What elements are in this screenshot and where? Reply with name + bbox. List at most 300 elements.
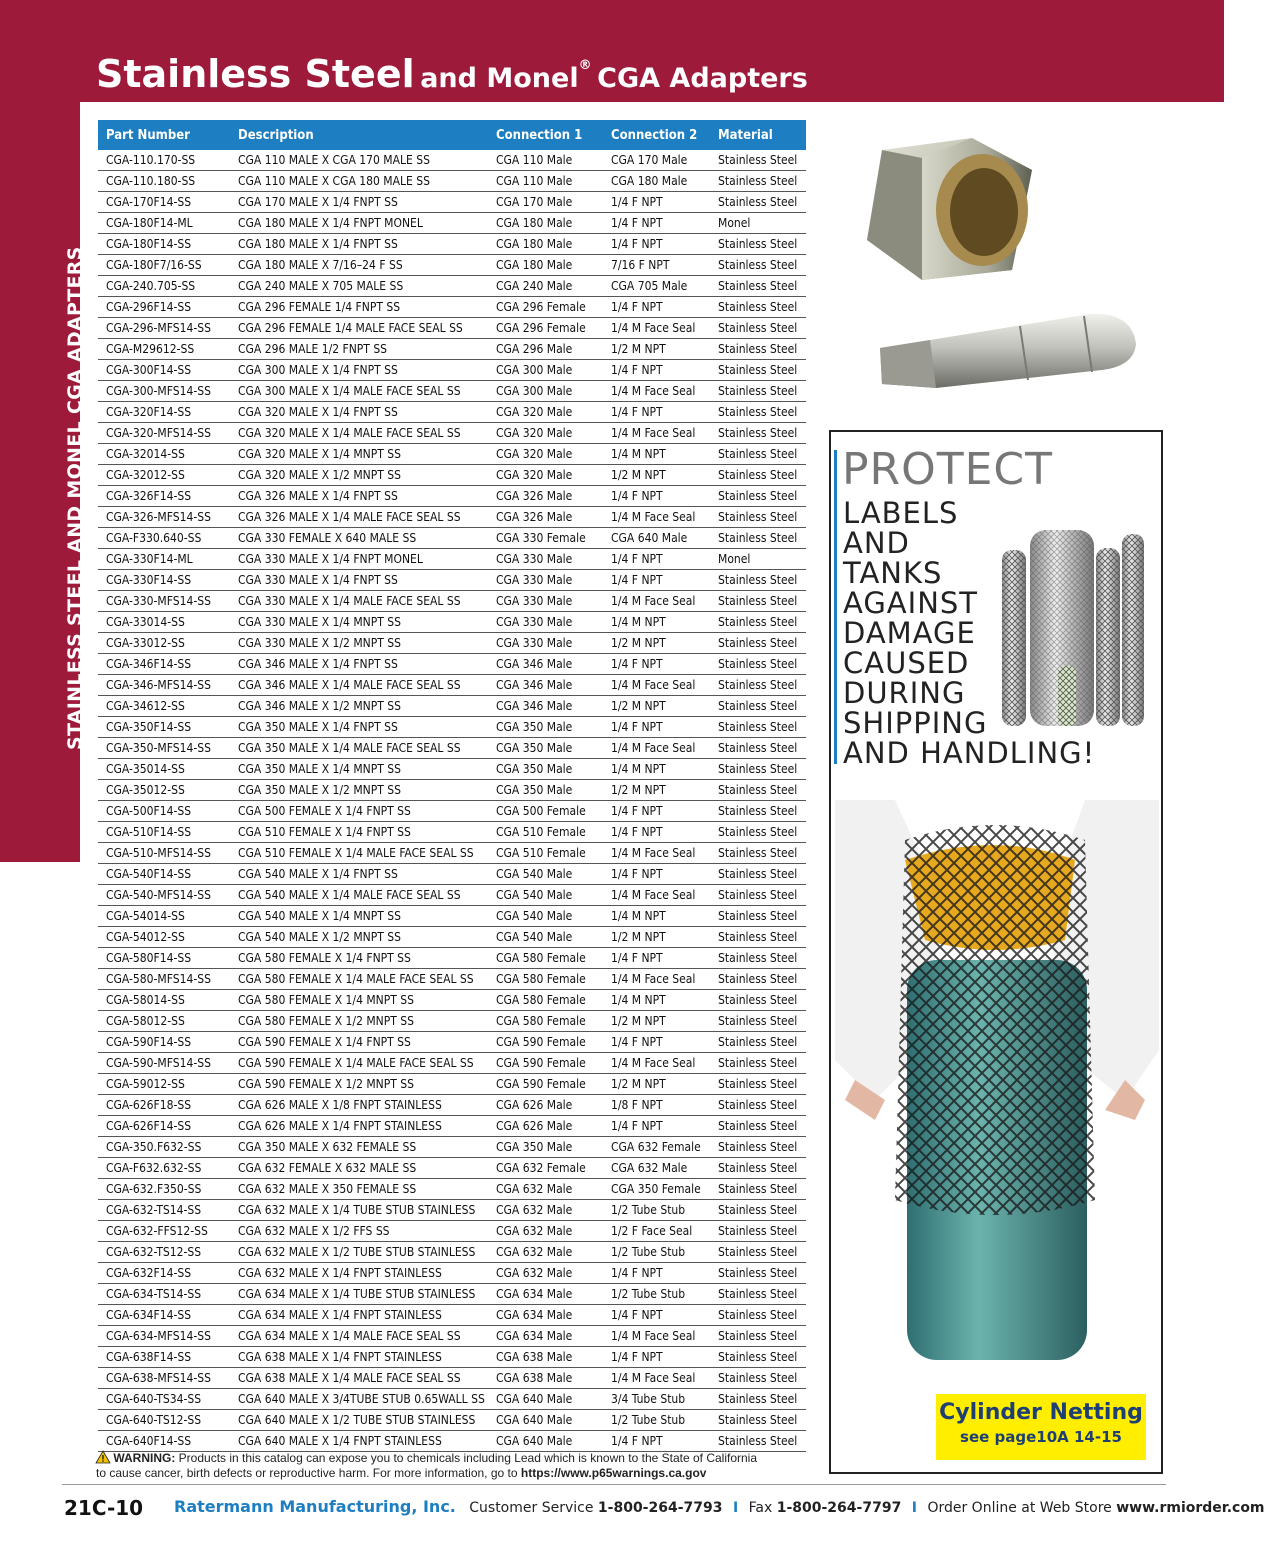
cell-connection-1: CGA 638 Male (496, 1350, 573, 1364)
table-row (98, 990, 806, 1011)
cell-connection-2: 1/4 M NPT (611, 909, 666, 923)
table-row (98, 381, 806, 402)
cell-connection-1: CGA 346 Male (496, 657, 573, 671)
cell-connection-1: CGA 640 Male (496, 1413, 573, 1427)
table-row (98, 1221, 806, 1242)
cell-part-number: CGA-180F14-ML (106, 216, 193, 230)
cell-material: Stainless Steel (718, 909, 798, 923)
company-name: Ratermann Manufacturing, Inc. (174, 1497, 456, 1516)
cell-connection-2: 1/4 M NPT (611, 762, 666, 776)
warning-icon (96, 1451, 110, 1463)
cell-connection-1: CGA 632 Male (496, 1203, 573, 1217)
table-row (98, 1179, 806, 1200)
cell-connection-2: CGA 170 Male (611, 153, 688, 167)
cell-part-number: CGA-170F14-SS (106, 195, 192, 209)
cell-description: CGA 632 MALE X 1/2 TUBE STUB STAINLESS (238, 1245, 476, 1259)
cell-part-number: CGA-F632.632-SS (106, 1161, 202, 1175)
ad-line: LABELS (843, 496, 959, 530)
cell-connection-2: 1/4 M Face Seal (611, 384, 696, 398)
cell-description: CGA 590 FEMALE X 1/4 MALE FACE SEAL SS (238, 1056, 474, 1070)
table-row (98, 1368, 806, 1389)
cell-connection-1: CGA 330 Male (496, 573, 573, 587)
cell-material: Stainless Steel (718, 174, 798, 188)
table-row (98, 948, 806, 969)
table-body (98, 150, 806, 1452)
cell-connection-1: CGA 540 Male (496, 888, 573, 902)
cell-connection-2: 1/2 M NPT (611, 342, 666, 356)
cell-description: CGA 110 MALE X CGA 170 MALE SS (238, 153, 430, 167)
cell-part-number: CGA-F330.640-SS (106, 531, 202, 545)
customer-service-label: Customer Service (469, 1500, 598, 1516)
cell-description: CGA 580 FEMALE X 1/2 MNPT SS (238, 1014, 414, 1028)
cell-material: Stainless Steel (718, 489, 798, 503)
cell-connection-2: 7/16 F NPT (611, 258, 670, 272)
table-row (98, 255, 806, 276)
table-row (98, 444, 806, 465)
cell-description: CGA 634 MALE X 1/4 FNPT STAINLESS (238, 1308, 442, 1322)
cell-description: CGA 634 MALE X 1/4 TUBE STUB STAINLESS (238, 1287, 476, 1301)
cell-part-number: CGA-35014-SS (106, 762, 185, 776)
cell-description: CGA 626 MALE X 1/8 FNPT STAINLESS (238, 1098, 442, 1112)
cell-material: Stainless Steel (718, 615, 798, 629)
cell-part-number: CGA-640-TS34-SS (106, 1392, 202, 1406)
table-row (98, 969, 806, 990)
cell-part-number: CGA-300-MFS14-SS (106, 384, 211, 398)
cell-material: Stainless Steel (718, 678, 798, 692)
cell-connection-2: 1/4 M Face Seal (611, 972, 696, 986)
header-connection-2: Connection 2 (611, 127, 698, 143)
cell-description: CGA 500 FEMALE X 1/4 FNPT SS (238, 804, 411, 818)
ad-headline: PROTECT (842, 444, 1054, 495)
cell-part-number: CGA-580F14-SS (106, 951, 192, 965)
cell-connection-2: 1/2 F Face Seal (611, 1224, 693, 1238)
cell-part-number: CGA-632-TS14-SS (106, 1203, 202, 1217)
cell-description: CGA 346 MALE X 1/4 MALE FACE SEAL SS (238, 678, 461, 692)
cell-part-number: CGA-58012-SS (106, 1014, 185, 1028)
cell-connection-1: CGA 632 Male (496, 1182, 573, 1196)
cell-part-number: CGA-296-MFS14-SS (106, 321, 211, 335)
cell-description: CGA 326 MALE X 1/4 FNPT SS (238, 489, 398, 503)
cell-connection-1: CGA 240 Male (496, 279, 573, 293)
cell-part-number: CGA-632-TS12-SS (106, 1245, 202, 1259)
cell-connection-1: CGA 330 Male (496, 615, 573, 629)
cell-material: Stainless Steel (718, 972, 798, 986)
cell-material: Stainless Steel (718, 993, 798, 1007)
ad-line: AND HANDLING! (843, 736, 1096, 770)
cell-connection-2: 1/2 Tube Stub (611, 1203, 686, 1217)
cell-connection-2: 1/4 M Face Seal (611, 888, 696, 902)
table-row (98, 297, 806, 318)
table-row (98, 906, 806, 927)
cell-connection-1: CGA 326 Male (496, 510, 573, 524)
ad-accent-bar (834, 450, 837, 764)
table-row (98, 822, 806, 843)
gas-tanks-image (1000, 516, 1148, 728)
cell-part-number: CGA-320-MFS14-SS (106, 426, 211, 440)
cell-description: CGA 632 MALE X 1/2 FFS SS (238, 1224, 390, 1238)
table-row (98, 402, 806, 423)
cell-part-number: CGA-33014-SS (106, 615, 185, 629)
ad-line: CAUSED (843, 646, 970, 680)
cell-connection-2: 1/4 F NPT (611, 1035, 663, 1049)
cell-connection-1: CGA 320 Male (496, 468, 573, 482)
cell-part-number: CGA-632.F350-SS (106, 1182, 202, 1196)
header-connection-1: Connection 1 (496, 127, 583, 143)
cell-description: CGA 590 FEMALE X 1/2 MNPT SS (238, 1077, 414, 1091)
cell-material: Monel (718, 552, 751, 566)
table-row (98, 465, 806, 486)
cell-connection-1: CGA 300 Male (496, 363, 573, 377)
cell-description: CGA 330 MALE X 1/4 FNPT SS (238, 573, 398, 587)
cell-part-number: CGA-634-TS14-SS (106, 1287, 202, 1301)
cell-connection-2: 3/4 Tube Stub (611, 1392, 686, 1406)
cell-part-number: CGA-54012-SS (106, 930, 185, 944)
cell-material: Stainless Steel (718, 279, 798, 293)
cell-description: CGA 510 FEMALE X 1/4 FNPT SS (238, 825, 411, 839)
fax-phone: 1-800-264-7797 (776, 1500, 902, 1516)
cell-material: Stainless Steel (718, 1371, 798, 1385)
cell-connection-1: CGA 580 Female (496, 951, 586, 965)
cell-material: Stainless Steel (718, 657, 798, 671)
cell-part-number: CGA-540-MFS14-SS (106, 888, 211, 902)
cell-material: Stainless Steel (718, 1224, 798, 1238)
table-row (98, 549, 806, 570)
table-row (98, 150, 806, 171)
cell-connection-2: 1/4 F NPT (611, 720, 663, 734)
table-row (98, 927, 806, 948)
cell-connection-1: CGA 350 Male (496, 783, 573, 797)
table-row (98, 1431, 806, 1452)
cell-connection-1: CGA 590 Female (496, 1056, 586, 1070)
cell-connection-2: 1/4 F NPT (611, 1266, 663, 1280)
table-row (98, 1347, 806, 1368)
cell-material: Stainless Steel (718, 1077, 798, 1091)
cell-material: Stainless Steel (718, 1161, 798, 1175)
cell-connection-2: 1/4 F NPT (611, 237, 663, 251)
cell-part-number: CGA-632-FFS12-SS (106, 1224, 208, 1238)
cell-connection-2: 1/4 F NPT (611, 363, 663, 377)
cell-connection-2: 1/4 M Face Seal (611, 678, 696, 692)
cell-part-number: CGA-346-MFS14-SS (106, 678, 211, 692)
cell-part-number: CGA-510F14-SS (106, 825, 192, 839)
warning-label: WARNING: (113, 1451, 176, 1465)
cell-material: Stainless Steel (718, 1413, 798, 1427)
cell-connection-2: 1/2 M NPT (611, 468, 666, 482)
table-row (98, 1242, 806, 1263)
cell-connection-2: CGA 640 Male (611, 531, 688, 545)
cell-description: CGA 180 MALE X 1/4 FNPT SS (238, 237, 398, 251)
cell-part-number: CGA-326-MFS14-SS (106, 510, 211, 524)
cell-connection-1: CGA 510 Female (496, 825, 586, 839)
cell-description: CGA 320 MALE X 1/4 MALE FACE SEAL SS (238, 426, 461, 440)
cell-part-number: CGA-326F14-SS (106, 489, 192, 503)
cell-connection-2: 1/4 F NPT (611, 573, 663, 587)
cell-connection-1: CGA 330 Female (496, 531, 586, 545)
table-row (98, 1116, 806, 1137)
cell-connection-1: CGA 320 Male (496, 426, 573, 440)
table-row (98, 339, 806, 360)
cell-material: Stainless Steel (718, 1014, 798, 1028)
callout-title: Cylinder Netting (939, 1400, 1143, 1425)
cell-part-number: CGA-35012-SS (106, 783, 185, 797)
cell-description: CGA 330 MALE X 1/2 MNPT SS (238, 636, 401, 650)
separator: I (911, 1500, 917, 1516)
cell-connection-2: CGA 350 Female (611, 1182, 701, 1196)
prop65-warning (96, 1451, 796, 1481)
cell-part-number: CGA-32014-SS (106, 447, 185, 461)
cell-connection-2: 1/2 M NPT (611, 1014, 666, 1028)
cell-part-number: CGA-640-TS12-SS (106, 1413, 202, 1427)
cell-connection-1: CGA 110 Male (496, 153, 573, 167)
cell-material: Stainless Steel (718, 342, 798, 356)
cell-description: CGA 110 MALE X CGA 180 MALE SS (238, 174, 430, 188)
cell-material: Stainless Steel (718, 531, 798, 545)
cell-part-number: CGA-320F14-SS (106, 405, 192, 419)
footer-divider (62, 1484, 1166, 1485)
cell-connection-2: 1/2 Tube Stub (611, 1245, 686, 1259)
cell-connection-1: CGA 180 Male (496, 216, 573, 230)
table-row (98, 1263, 806, 1284)
cell-description: CGA 320 MALE X 1/2 MNPT SS (238, 468, 401, 482)
cell-connection-1: CGA 350 Male (496, 762, 573, 776)
cell-connection-2: 1/2 Tube Stub (611, 1287, 686, 1301)
cell-part-number: CGA-34612-SS (106, 699, 185, 713)
cell-connection-1: CGA 346 Male (496, 699, 573, 713)
warning-link[interactable]: https://www.p65warnings.ca.gov (520, 1466, 707, 1480)
cell-part-number: CGA-632F14-SS (106, 1266, 192, 1280)
cell-description: CGA 320 MALE X 1/4 MNPT SS (238, 447, 401, 461)
cell-description: CGA 296 FEMALE 1/4 MALE FACE SEAL SS (238, 321, 463, 335)
cell-material: Stainless Steel (718, 468, 798, 482)
table-row (98, 486, 806, 507)
cell-part-number: CGA-330F14-SS (106, 573, 192, 587)
cell-part-number: CGA-296F14-SS (106, 300, 192, 314)
page-title (96, 52, 808, 96)
cell-description: CGA 296 FEMALE 1/4 FNPT SS (238, 300, 401, 314)
cell-part-number: CGA-M29612-SS (106, 342, 195, 356)
cell-description: CGA 640 MALE X 1/4 FNPT STAINLESS (238, 1434, 442, 1448)
cell-connection-2: 1/4 F NPT (611, 951, 663, 965)
cell-connection-2: 1/2 M NPT (611, 783, 666, 797)
cell-description: CGA 180 MALE X 1/4 FNPT MONEL (238, 216, 423, 230)
title-main: Stainless Steel (96, 52, 415, 96)
cell-connection-1: CGA 626 Male (496, 1098, 573, 1112)
cell-description: CGA 350 MALE X 1/4 FNPT SS (238, 720, 398, 734)
cell-material: Stainless Steel (718, 1287, 798, 1301)
title-secondary-2: CGA Adapters (597, 63, 808, 94)
hex-nut-fitting-image (862, 130, 1044, 280)
cell-connection-2: 1/4 F NPT (611, 552, 663, 566)
table-row (98, 801, 806, 822)
table-header (98, 120, 806, 150)
cell-material: Stainless Steel (718, 888, 798, 902)
cell-material: Stainless Steel (718, 1266, 798, 1280)
cell-connection-2: CGA 180 Male (611, 174, 688, 188)
cell-connection-2: 1/8 F NPT (611, 1098, 663, 1112)
cylinder-netting-image (835, 800, 1159, 1370)
table-row (98, 171, 806, 192)
table-row (98, 780, 806, 801)
cell-connection-1: CGA 540 Male (496, 909, 573, 923)
cell-part-number: CGA-240.705-SS (106, 279, 196, 293)
cell-description: CGA 640 MALE X 3/4TUBE STUB 0.65WALL SS (238, 1392, 485, 1406)
cell-material: Stainless Steel (718, 594, 798, 608)
registered-mark: ® (578, 58, 592, 73)
ad-line: DAMAGE (843, 616, 976, 650)
cell-connection-1: CGA 580 Female (496, 993, 586, 1007)
cell-part-number: CGA-180F14-SS (106, 237, 192, 251)
cell-connection-1: CGA 350 Male (496, 720, 573, 734)
cell-part-number: CGA-32012-SS (106, 468, 185, 482)
table-row (98, 612, 806, 633)
cell-connection-1: CGA 590 Female (496, 1077, 586, 1091)
table-row (98, 738, 806, 759)
table-row (98, 1305, 806, 1326)
table-row (98, 1158, 806, 1179)
fax-label: Fax (748, 1500, 777, 1516)
cell-part-number: CGA-110.170-SS (106, 153, 196, 167)
cell-description: CGA 626 MALE X 1/4 FNPT STAINLESS (238, 1119, 442, 1133)
product-table (98, 120, 806, 1452)
cell-material: Stainless Steel (718, 720, 798, 734)
cell-part-number: CGA-350-MFS14-SS (106, 741, 211, 755)
cell-connection-1: CGA 634 Male (496, 1329, 573, 1343)
cell-material: Stainless Steel (718, 699, 798, 713)
cell-material: Stainless Steel (718, 741, 798, 755)
cell-part-number: CGA-58014-SS (106, 993, 185, 1007)
cell-description: CGA 580 FEMALE X 1/4 MALE FACE SEAL SS (238, 972, 474, 986)
cell-description: CGA 300 MALE X 1/4 FNPT SS (238, 363, 398, 377)
cell-connection-1: CGA 180 Male (496, 258, 573, 272)
cell-connection-1: CGA 632 Female (496, 1161, 586, 1175)
cell-connection-1: CGA 510 Female (496, 846, 586, 860)
callout-page-ref: see page10A 14-15 (960, 1428, 1122, 1446)
cell-description: CGA 330 MALE X 1/4 MNPT SS (238, 615, 401, 629)
cell-connection-2: 1/2 Tube Stub (611, 1413, 686, 1427)
cell-part-number: CGA-510-MFS14-SS (106, 846, 211, 860)
cell-material: Stainless Steel (718, 258, 798, 272)
cell-connection-1: CGA 296 Female (496, 300, 586, 314)
cylinder-netting-callout[interactable] (936, 1394, 1146, 1460)
table-row (98, 1032, 806, 1053)
header-material: Material (718, 127, 773, 143)
cell-description: CGA 640 MALE X 1/2 TUBE STUB STAINLESS (238, 1413, 476, 1427)
cell-material: Stainless Steel (718, 825, 798, 839)
cell-material: Stainless Steel (718, 1056, 798, 1070)
web-store-link[interactable]: www.rmiorder.com (1116, 1500, 1265, 1516)
cell-connection-2: 1/2 M NPT (611, 930, 666, 944)
cell-description: CGA 330 MALE X 1/4 FNPT MONEL (238, 552, 423, 566)
separator: I (732, 1500, 739, 1516)
cell-part-number: CGA-638F14-SS (106, 1350, 192, 1364)
cell-material: Stainless Steel (718, 321, 798, 335)
cell-material: Stainless Steel (718, 1203, 798, 1217)
cell-description: CGA 632 MALE X 1/4 TUBE STUB STAINLESS (238, 1203, 476, 1217)
cell-material: Stainless Steel (718, 930, 798, 944)
table-row (98, 843, 806, 864)
table-row (98, 696, 806, 717)
cell-description: CGA 350 MALE X 1/4 MNPT SS (238, 762, 401, 776)
cell-part-number: CGA-634-MFS14-SS (106, 1329, 211, 1343)
cell-part-number: CGA-626F14-SS (106, 1119, 192, 1133)
table-row (98, 1053, 806, 1074)
cell-part-number: CGA-350.F632-SS (106, 1140, 202, 1154)
cell-connection-1: CGA 110 Male (496, 174, 573, 188)
cell-connection-1: CGA 540 Male (496, 867, 573, 881)
cell-connection-2: 1/4 F NPT (611, 1308, 663, 1322)
cell-connection-1: CGA 296 Male (496, 342, 573, 356)
cell-description: CGA 346 MALE X 1/2 MNPT SS (238, 699, 401, 713)
cell-connection-1: CGA 640 Male (496, 1434, 573, 1448)
cell-part-number: CGA-180F7/16-SS (106, 258, 202, 272)
warning-text-1: Products in this catalog can expose you to chemicals including Lead which is known to the State of California (175, 1451, 758, 1465)
cell-part-number: CGA-330F14-ML (106, 552, 193, 566)
cell-description: CGA 326 MALE X 1/4 MALE FACE SEAL SS (238, 510, 461, 524)
table-row (98, 864, 806, 885)
cell-material: Stainless Steel (718, 1434, 798, 1448)
cell-material: Stainless Steel (718, 1035, 798, 1049)
cell-part-number: CGA-110.180-SS (106, 174, 196, 188)
cell-connection-1: CGA 330 Male (496, 636, 573, 650)
table-row (98, 1389, 806, 1410)
cell-connection-2: 1/4 F NPT (611, 1434, 663, 1448)
cell-description: CGA 580 FEMALE X 1/4 FNPT SS (238, 951, 411, 965)
cell-part-number: CGA-350F14-SS (106, 720, 192, 734)
cell-description: CGA 540 MALE X 1/2 MNPT SS (238, 930, 401, 944)
cell-connection-2: 1/4 M Face Seal (611, 426, 696, 440)
table-row (98, 423, 806, 444)
cell-connection-1: CGA 350 Male (496, 1140, 573, 1154)
cell-connection-2: 1/4 M NPT (611, 615, 666, 629)
cell-description: CGA 346 MALE X 1/4 FNPT SS (238, 657, 398, 671)
cell-part-number: CGA-500F14-SS (106, 804, 192, 818)
cell-connection-2: 1/4 M Face Seal (611, 1371, 696, 1385)
cell-connection-1: CGA 346 Male (496, 678, 573, 692)
cell-connection-1: CGA 330 Male (496, 552, 573, 566)
cell-description: CGA 330 MALE X 1/4 MALE FACE SEAL SS (238, 594, 461, 608)
cell-connection-2: 1/4 M Face Seal (611, 1329, 696, 1343)
cell-connection-2: CGA 705 Male (611, 279, 688, 293)
cell-connection-2: 1/2 M NPT (611, 636, 666, 650)
cell-connection-2: 1/4 F NPT (611, 1119, 663, 1133)
table-row (98, 570, 806, 591)
footer-contact (174, 1497, 1265, 1516)
cell-connection-1: CGA 350 Male (496, 741, 573, 755)
cell-description: CGA 638 MALE X 1/4 FNPT STAINLESS (238, 1350, 442, 1364)
warning-text-2: to cause cancer, birth defects or reproductive harm. For more information, go to (96, 1466, 521, 1480)
table-row (98, 885, 806, 906)
cell-description: CGA 350 MALE X 1/2 MNPT SS (238, 783, 401, 797)
cell-description: CGA 590 FEMALE X 1/4 FNPT SS (238, 1035, 411, 1049)
cell-material: Stainless Steel (718, 153, 798, 167)
cell-connection-1: CGA 540 Male (496, 930, 573, 944)
cell-part-number: CGA-580-MFS14-SS (106, 972, 211, 986)
table-row (98, 276, 806, 297)
cell-description: CGA 510 FEMALE X 1/4 MALE FACE SEAL SS (238, 846, 474, 860)
table-row (98, 1284, 806, 1305)
customer-service-phone[interactable]: 1-800-264-7793 (597, 1500, 723, 1516)
cell-material: Stainless Steel (718, 1140, 798, 1154)
cell-connection-2: CGA 632 Male (611, 1161, 688, 1175)
cell-connection-2: 1/2 M NPT (611, 699, 666, 713)
cell-material: Stainless Steel (718, 867, 798, 881)
cell-material: Stainless Steel (718, 762, 798, 776)
sidebar-label: STAINLESS STEEL AND MONEL CGA ADAPTERS (64, 246, 86, 750)
title-secondary: and Monel (420, 63, 579, 94)
cell-material: Stainless Steel (718, 636, 798, 650)
cell-material: Stainless Steel (718, 405, 798, 419)
cell-description: CGA 296 MALE 1/2 FNPT SS (238, 342, 388, 356)
